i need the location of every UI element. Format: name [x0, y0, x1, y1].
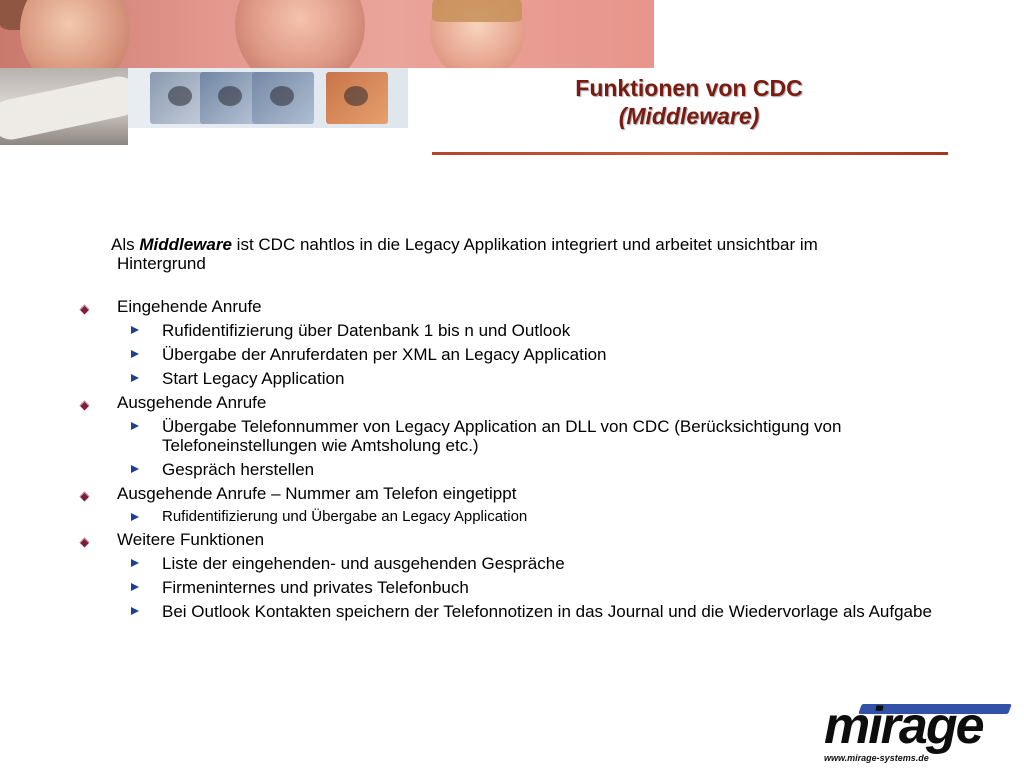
bullet-diamond-icon — [80, 492, 90, 502]
bullet-diamond-icon — [80, 538, 90, 548]
bullet-triangle-icon — [131, 607, 139, 615]
bullet-triangle-icon — [131, 559, 139, 567]
list-item: Gespräch herstellen — [162, 460, 315, 479]
section-heading: Eingehende Anrufe — [117, 297, 262, 316]
intro-rest: ist CDC nahtlos in die Legacy Applikation integriert und arbeitet unsichtbar im — [231, 235, 818, 254]
list-item: Übergabe Telefonnummer von Legacy Application an DLL von CDC (Berücksichtigung von Telefoneinstellungen wie Amtsholung etc.) — [162, 417, 842, 455]
intro-emphasis: Middleware — [139, 235, 232, 254]
photo-thumb-3 — [252, 72, 314, 124]
header-photo-left — [0, 68, 128, 145]
bullet-triangle-icon — [131, 350, 139, 358]
bullet-diamond-icon — [80, 305, 90, 315]
bullet-triangle-icon — [131, 583, 139, 591]
photo-face-woman — [20, 0, 130, 68]
logo-url: www.mirage-systems.de — [824, 753, 929, 763]
photo-arm — [0, 73, 128, 143]
title-line-2: (Middleware) — [618, 103, 760, 129]
header-photo-strip — [128, 68, 408, 128]
intro-prefix: Als — [111, 235, 140, 254]
section-heading: Ausgehende Anrufe – Nummer am Telefon eingetippt — [117, 484, 517, 503]
bullet-triangle-icon — [131, 513, 139, 521]
section-heading: Ausgehende Anrufe — [117, 393, 267, 412]
page-title — [430, 74, 948, 130]
title-line-1: Funktionen von CDC — [575, 75, 803, 101]
mirage-logo — [820, 697, 1020, 764]
photo-face-man — [235, 0, 365, 68]
bullet-diamond-icon — [80, 401, 90, 411]
bullet-triangle-icon — [131, 326, 139, 334]
bullet-triangle-icon — [131, 374, 139, 382]
logo-wordmark: mirage — [824, 697, 983, 755]
list-item: Übergabe der Anruferdaten per XML an Legacy Application — [162, 345, 607, 364]
photo-hair-child — [432, 0, 522, 22]
section-heading: Weitere Funktionen — [117, 530, 265, 549]
header-photo-banner — [0, 0, 654, 68]
list-item: Bei Outlook Kontakten speichern der Telefonnotizen in das Journal und die Wiedervorlage als Aufgabe — [162, 602, 932, 621]
photo-thumb-4 — [326, 72, 388, 124]
list-item: Liste der eingehenden- und ausgehenden Gespräche — [162, 554, 565, 573]
list-item: Rufidentifizierung und Übergabe an Legacy Application — [162, 508, 528, 525]
list-item: Rufidentifizierung über Datenbank 1 bis n und Outlook — [162, 321, 571, 340]
list-item: Start Legacy Application — [162, 369, 345, 388]
title-divider — [432, 152, 948, 155]
intro-paragraph — [111, 235, 961, 273]
intro-continuation: Hintergrund — [117, 254, 206, 273]
bullet-triangle-icon — [131, 465, 139, 473]
list-item: Firmeninternes und privates Telefonbuch — [162, 578, 469, 597]
bullet-triangle-icon — [131, 422, 139, 430]
